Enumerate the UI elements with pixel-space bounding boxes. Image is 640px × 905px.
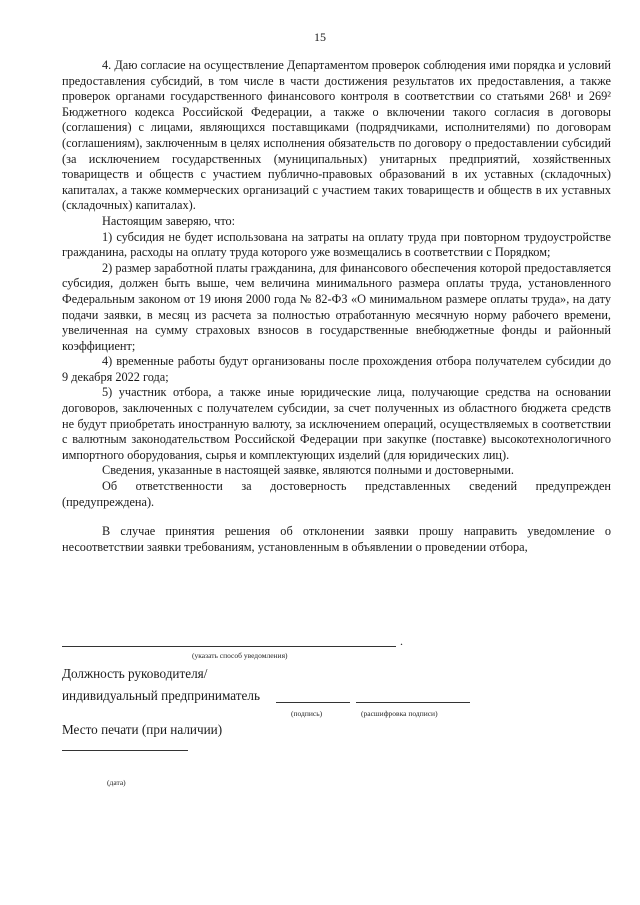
decryption-line — [356, 702, 470, 703]
paragraph-item-2: 2) размер заработной платы гражданина, для финансового обеспечения которой предоставляется субсидия, должен быть выше, чем величина минимального размера оплаты труда, установленного Федеральным законом от 19 июня 2000 года № 82-ФЗ «О минимальном размере оплаты труда», на дату подачи заявки, в месяц из расчета за полностью отработанную месячную норму рабочего времени, увеличенная на сумму страховых взносов в государственные внебюджетные фонды и районный коэффициент; — [62, 260, 611, 353]
notification-method-line — [62, 646, 396, 647]
paragraph-item-5: 5) участник отбора, а также иные юридические лица, получающие средства на основании договоров, заключенных с получателем субсидии, за счет полученных из областного бюджета средств не будут приобретать иностранную валюту, за исключением операций, осуществляемых в соответствии с валютным законодательством Российской Федерации при закупке (поставке) высокотехнологичного импортного оборудования, сырья и комплектующих изделий (для юридических лиц). — [62, 385, 611, 462]
notification-caption: (указать способ уведомления) — [192, 651, 288, 660]
paragraph-item-1: 1) субсидия не будет использована на затраты на оплату труда при повторном трудоустройстве гражданина, расходы на оплату труда которого уже возмещались в соответствии с Порядком; — [62, 229, 611, 260]
position-label-2: индивидуальный предприниматель — [62, 688, 260, 703]
date-line — [62, 750, 188, 751]
decryption-caption: (расшифровка подписи) — [361, 709, 438, 718]
paragraph-item-4: 4) временные работы будут организованы после прохождения отбора получателем субсидии до 9 декабря 2022 года; — [62, 354, 611, 384]
paragraph-completeness: Сведения, указанные в настоящей заявке, являются полными и достоверными. — [102, 463, 514, 478]
document-body — [62, 58, 611, 555]
paragraph-assurance-intro: Настоящим заверяю, что: — [102, 213, 236, 228]
signature-caption: (подпись) — [291, 709, 323, 718]
signature-line — [276, 702, 350, 703]
position-label-1: Должность руководителя/ — [62, 666, 208, 681]
notification-period: . — [400, 634, 403, 648]
date-caption: (дата) — [107, 778, 126, 787]
paragraph-rejection-notice: В случае принятия решения об отклонении заявки прошу направить уведомление о несоответствии заявки требованиям, установленным в объявлении о проведении отбора, — [62, 524, 611, 554]
seal-label: Место печати (при наличии) — [62, 722, 223, 737]
page-number: 15 — [314, 30, 326, 44]
paragraph-responsibility: Об ответственности за достоверность представленных сведений предупрежден (предупреждена). — [62, 479, 611, 509]
paragraph-consent: 4. Даю согласие на осуществление Департаментом проверок соблюдения ими порядка и условий предоставления субсидий, в том числе в части достижения результатов их предоставления, а также проверок органами государственного финансового контроля в соответствии со статьями 268¹ и 269² Бюджетного кодекса Российской Федерации, а также о включении такого согласия в договоры (соглашения) с лицами, являющихся поставщиками (подрядчиками, исполнителями) по договорам (соглашениям), заключенным в целях исполнения обязательств по договору о предоставлении субсидий (за исключением государственных (муниципальных) унитарных предприятий, хозяйственных товариществ и обществ с участием публично-правовых образований в их уставных (складочных) капиталах, а также коммерческих организаций с участием таких товариществ и обществ в их уставных (складочных) капиталах). — [62, 58, 611, 213]
